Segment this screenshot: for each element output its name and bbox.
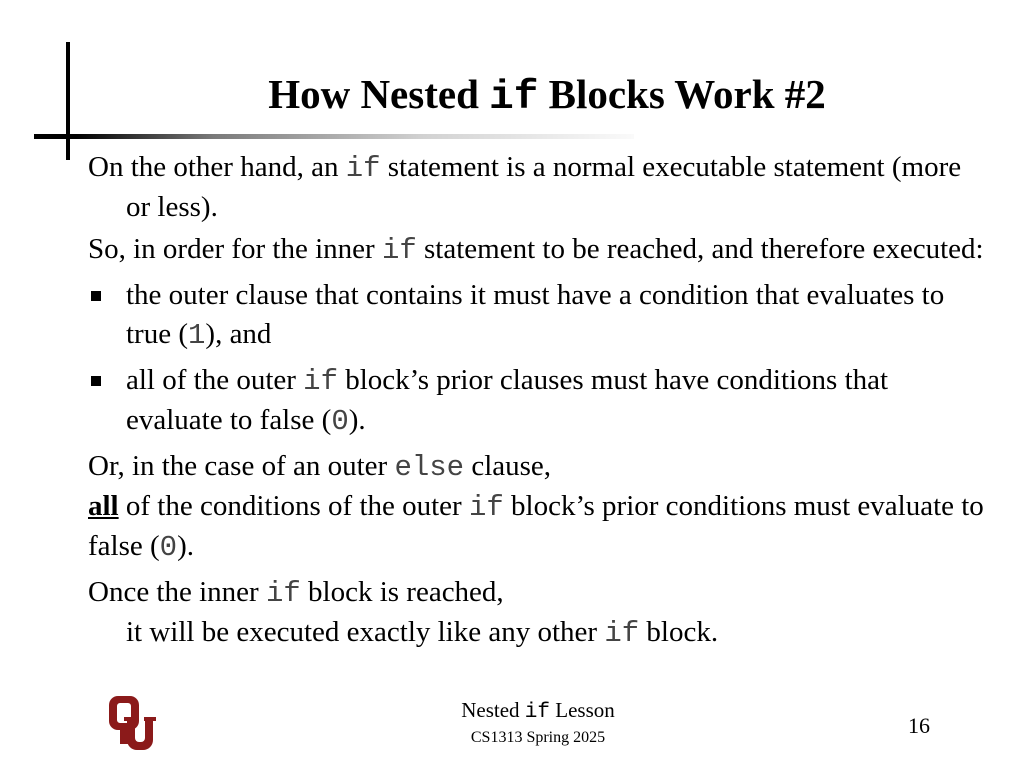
text: of the conditions of the outer [118, 490, 469, 522]
slide-footer [400, 697, 676, 750]
code-literal: 0 [159, 531, 178, 564]
text: ). [348, 404, 366, 436]
paragraph-3 [88, 447, 988, 487]
bullet-item-1 [88, 276, 988, 355]
text: block. [639, 616, 719, 648]
paragraph-5 [88, 573, 988, 653]
footer-lesson [400, 697, 676, 726]
text: clause, [464, 450, 552, 482]
code-keyword: if [345, 152, 381, 185]
code-literal: 0 [331, 405, 349, 438]
slide-body [88, 148, 988, 653]
paragraph-4 [88, 487, 988, 567]
code-literal: 1 [188, 319, 206, 352]
slide-title [0, 70, 1024, 122]
title-text: How Nested [268, 71, 490, 117]
text: block is reached, [300, 576, 504, 608]
text: ), and [205, 318, 272, 350]
paragraph-2 [88, 230, 988, 270]
title-code: if [489, 75, 539, 121]
text: statement to be reached, and therefore executed: [416, 233, 984, 265]
text: Lesson [550, 698, 615, 722]
text: Or, in the case of an outer [88, 450, 395, 482]
text: it will be executed exactly like any other [126, 616, 605, 648]
text: the outer clause that contains it must have a condition that evaluates to true ( [126, 279, 945, 350]
paragraph-5-line-2 [88, 613, 988, 653]
text: So, in order for the inner [88, 233, 382, 265]
text: statement is a normal executable statement (more or less). [126, 151, 962, 223]
bullet-item-2 [88, 361, 988, 441]
text: all of the outer [126, 364, 304, 396]
code-keyword: if [524, 701, 551, 724]
bullet-square-icon [91, 291, 101, 301]
paragraph-1 [88, 148, 988, 227]
title-text-end: Blocks Work #2 [538, 71, 826, 117]
code-keyword: if [604, 617, 640, 650]
text: Once the inner [88, 576, 266, 608]
bullet-square-icon [91, 376, 101, 386]
ou-logo-icon [108, 694, 156, 752]
code-keyword: if [303, 365, 338, 398]
text: ). [177, 530, 194, 562]
text: block’s prior clauses must have conditions that evaluate to false ( [126, 364, 889, 436]
text: On the other hand, an [88, 151, 346, 183]
page-number: 16 [908, 713, 930, 738]
text: block’s prior conditions must evaluate to false ( [88, 490, 984, 562]
code-keyword: else [394, 451, 465, 484]
decorative-horizontal-line [34, 134, 634, 139]
text: Nested [461, 698, 525, 722]
emphasis-all: all [88, 490, 119, 522]
code-keyword: if [265, 577, 301, 610]
footer-course: CS1313 Spring 2025 [470, 729, 606, 746]
code-keyword: if [381, 234, 417, 267]
code-keyword: if [468, 491, 504, 524]
